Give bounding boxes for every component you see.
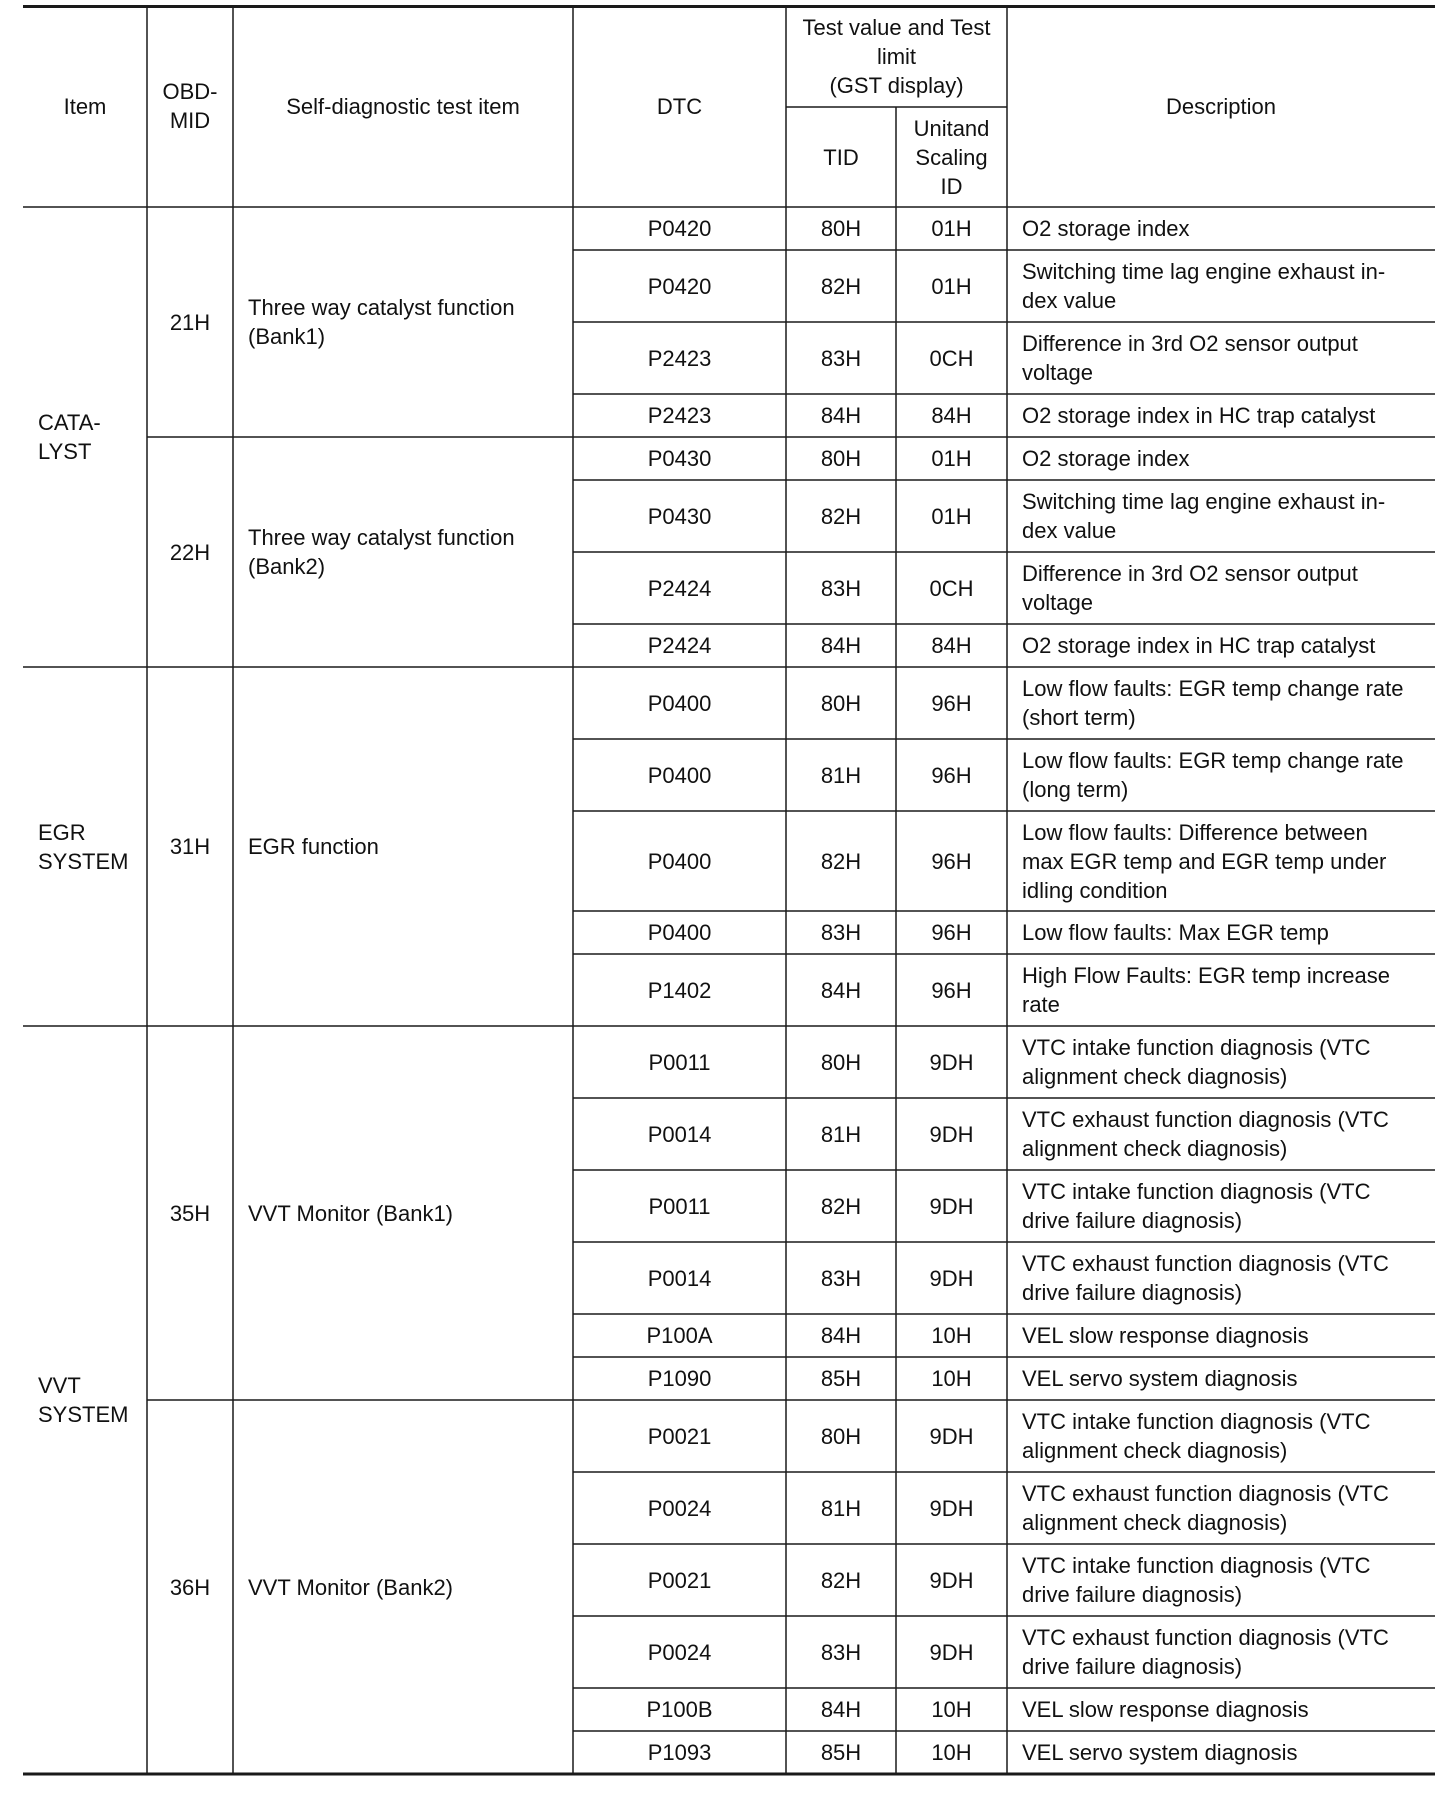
tid-cell bbox=[786, 1242, 896, 1314]
unit-scaling-cell bbox=[896, 1731, 1007, 1774]
description-cell bbox=[1007, 394, 1435, 437]
tid-cell bbox=[786, 1688, 896, 1731]
unit-scaling-cell-text: 96H bbox=[931, 920, 972, 945]
tid-cell-text: 82H bbox=[820, 848, 862, 874]
dtc-cell bbox=[573, 739, 786, 811]
tid-cell-text: 80H bbox=[820, 216, 862, 241]
dtc-cell-text: P2424 bbox=[647, 633, 712, 658]
unit-scaling-cell-text: 01H bbox=[931, 216, 972, 241]
dtc-cell-text: P0400 bbox=[647, 920, 712, 945]
tid-cell bbox=[786, 1400, 896, 1472]
tid-cell-text: 85H bbox=[820, 1366, 862, 1391]
header-item: Item bbox=[63, 93, 107, 119]
unit-scaling-cell bbox=[896, 437, 1007, 480]
description-cell bbox=[1007, 552, 1435, 624]
description-cell-text: VTC intake function diagnosis (VTC alignment check diagnosis) bbox=[1022, 1409, 1371, 1463]
description-cell bbox=[1007, 480, 1435, 552]
dtc-cell bbox=[573, 1472, 786, 1544]
description-cell-text: VTC intake function diagnosis (VTC drive failure diagnosis) bbox=[1022, 1179, 1371, 1233]
description-cell bbox=[1007, 1731, 1435, 1774]
tid-cell-text: 84H bbox=[820, 633, 862, 658]
unit-scaling-cell-text: 96H bbox=[931, 848, 972, 874]
description-cell-text: Switching time lag engine exhaust in- dex value bbox=[1022, 259, 1386, 313]
dtc-cell bbox=[573, 480, 786, 552]
tid-cell-text: 83H bbox=[820, 345, 862, 371]
tid-cell-text: 80H bbox=[820, 1049, 862, 1075]
dtc-cell-text: P2423 bbox=[647, 345, 712, 371]
dtc-cell-text: P0420 bbox=[647, 216, 712, 241]
dtc-cell bbox=[573, 207, 786, 250]
unit-scaling-cell-text: 9DH bbox=[929, 1265, 974, 1291]
dtc-cell bbox=[573, 1400, 786, 1472]
tid-cell bbox=[786, 394, 896, 437]
description-cell-text: VTC exhaust function diagnosis (VTC drive failure diagnosis) bbox=[1022, 1625, 1389, 1679]
tid-cell-text: 80H bbox=[820, 1423, 862, 1449]
tid-cell-text: 84H bbox=[820, 1697, 862, 1722]
tid-cell-text: 82H bbox=[820, 273, 862, 299]
unit-scaling-cell bbox=[896, 739, 1007, 811]
unit-scaling-cell-text: 9DH bbox=[929, 1639, 974, 1665]
description-cell bbox=[1007, 322, 1435, 394]
tid-cell bbox=[786, 207, 896, 250]
dtc-cell bbox=[573, 1544, 786, 1616]
description-cell-text: VTC exhaust function diagnosis (VTC alignment check diagnosis) bbox=[1022, 1481, 1389, 1535]
description-cell bbox=[1007, 437, 1435, 480]
dtc-cell-text: P0400 bbox=[647, 848, 712, 874]
obd-mid-cell bbox=[147, 1026, 233, 1400]
tid-cell-text: 83H bbox=[820, 1639, 862, 1665]
description-cell-text: Difference in 3rd O2 sensor output voltage bbox=[1022, 561, 1358, 615]
unit-scaling-cell-text: 9DH bbox=[929, 1495, 974, 1521]
obd-mid-cell-text: 31H bbox=[169, 834, 211, 859]
description-cell-text: VEL servo system diagnosis bbox=[1022, 1366, 1298, 1391]
obd-mid-cell bbox=[147, 437, 233, 667]
unit-scaling-cell-text: 84H bbox=[931, 633, 972, 658]
description-cell bbox=[1007, 1098, 1435, 1170]
dtc-cell bbox=[573, 911, 786, 954]
tid-cell bbox=[786, 624, 896, 667]
item-cell-text: VVT SYSTEM bbox=[38, 1373, 129, 1427]
unit-scaling-cell bbox=[896, 1544, 1007, 1616]
header-tid: TID bbox=[823, 144, 859, 170]
tid-cell bbox=[786, 480, 896, 552]
tid-cell-text: 83H bbox=[820, 920, 862, 945]
unit-scaling-cell-text: 9DH bbox=[929, 1567, 974, 1593]
dtc-cell-text: P0011 bbox=[648, 1193, 711, 1219]
unit-scaling-cell bbox=[896, 394, 1007, 437]
unit-scaling-cell-text: 10H bbox=[931, 1366, 972, 1391]
test-item-cell bbox=[233, 667, 573, 1026]
unit-scaling-cell-text: 9DH bbox=[929, 1193, 974, 1219]
tid-cell bbox=[786, 322, 896, 394]
tid-cell bbox=[786, 437, 896, 480]
description-cell-text: Low flow faults: EGR temp change rate (short term) bbox=[1022, 676, 1404, 730]
tid-cell-text: 82H bbox=[820, 1193, 862, 1219]
description-cell-text: VTC exhaust function diagnosis (VTC alignment check diagnosis) bbox=[1022, 1107, 1389, 1161]
tid-cell-text: 81H bbox=[820, 762, 862, 788]
description-cell-text: Low flow faults: Difference between max EGR temp and EGR temp under idling condition bbox=[1022, 819, 1387, 903]
obd-mid-cell bbox=[147, 1400, 233, 1774]
description-cell-text: O2 storage index bbox=[1022, 216, 1190, 241]
tid-cell bbox=[786, 1026, 896, 1098]
unit-scaling-cell bbox=[896, 1472, 1007, 1544]
tid-cell bbox=[786, 1616, 896, 1688]
test-item-cell bbox=[233, 1026, 573, 1400]
description-cell bbox=[1007, 811, 1435, 911]
unit-scaling-cell-text: 96H bbox=[931, 762, 972, 788]
dtc-cell bbox=[573, 250, 786, 322]
dtc-cell-text: P2424 bbox=[647, 575, 712, 601]
tid-cell bbox=[786, 1357, 896, 1400]
test-item-cell-text: VVT Monitor (Bank2) bbox=[248, 1574, 454, 1600]
obd-mid-cell bbox=[147, 667, 233, 1026]
dtc-cell bbox=[573, 1731, 786, 1774]
unit-scaling-cell-text: 9DH bbox=[929, 1049, 974, 1075]
unit-scaling-cell-text: 10H bbox=[931, 1697, 972, 1722]
unit-scaling-cell-text: 96H bbox=[931, 977, 972, 1003]
dtc-cell-text: P0021 bbox=[647, 1567, 712, 1593]
description-cell bbox=[1007, 739, 1435, 811]
dtc-cell bbox=[573, 1026, 786, 1098]
tid-cell-text: 84H bbox=[820, 977, 862, 1003]
tid-cell-text: 84H bbox=[820, 403, 862, 428]
obd-test-value-table bbox=[23, 5, 1435, 1783]
tid-cell bbox=[786, 1731, 896, 1774]
description-cell-text: Switching time lag engine exhaust in- dex value bbox=[1022, 489, 1386, 543]
dtc-cell bbox=[573, 437, 786, 480]
test-item-cell-text: Three way catalyst function (Bank2) bbox=[248, 525, 515, 579]
unit-scaling-cell bbox=[896, 667, 1007, 739]
unit-scaling-cell bbox=[896, 1170, 1007, 1242]
unit-scaling-cell bbox=[896, 250, 1007, 322]
unit-scaling-cell-text: 01H bbox=[931, 503, 972, 529]
tid-cell-text: 80H bbox=[820, 446, 862, 471]
description-cell-text: Difference in 3rd O2 sensor output voltage bbox=[1022, 331, 1358, 385]
test-item-cell-text: Three way catalyst function (Bank1) bbox=[248, 295, 515, 349]
tid-cell-text: 82H bbox=[820, 503, 862, 529]
dtc-cell bbox=[573, 1616, 786, 1688]
item-cell bbox=[23, 207, 147, 667]
dtc-cell-text: P0420 bbox=[647, 273, 712, 299]
dtc-cell bbox=[573, 552, 786, 624]
unit-scaling-cell bbox=[896, 322, 1007, 394]
dtc-cell bbox=[573, 1357, 786, 1400]
dtc-cell-text: P0430 bbox=[647, 503, 712, 529]
dtc-cell-text: P0400 bbox=[647, 690, 712, 716]
dtc-cell-text: P0021 bbox=[647, 1423, 712, 1449]
description-cell-text: VTC intake function diagnosis (VTC drive failure diagnosis) bbox=[1022, 1553, 1371, 1607]
dtc-cell-text: P0024 bbox=[647, 1639, 712, 1665]
test-item-cell bbox=[233, 437, 573, 667]
unit-scaling-cell-text: 96H bbox=[931, 690, 972, 716]
description-cell-text: VTC exhaust function diagnosis (VTC drive failure diagnosis) bbox=[1022, 1251, 1389, 1305]
description-cell-text: VEL servo system diagnosis bbox=[1022, 1740, 1298, 1765]
description-cell-text: VEL slow response diagnosis bbox=[1022, 1323, 1309, 1348]
unit-scaling-cell-text: 10H bbox=[931, 1323, 972, 1348]
header-dtc: DTC bbox=[656, 93, 703, 119]
dtc-cell-text: P100A bbox=[646, 1323, 713, 1348]
description-cell bbox=[1007, 1616, 1435, 1688]
unit-scaling-cell-text: 01H bbox=[931, 273, 972, 299]
description-cell bbox=[1007, 954, 1435, 1026]
tid-cell-text: 81H bbox=[820, 1495, 862, 1521]
tid-cell bbox=[786, 1544, 896, 1616]
tid-cell bbox=[786, 954, 896, 1026]
tid-cell bbox=[786, 1314, 896, 1357]
unit-scaling-cell bbox=[896, 1026, 1007, 1098]
tid-cell bbox=[786, 250, 896, 322]
dtc-cell bbox=[573, 667, 786, 739]
item-cell-text: EGR SYSTEM bbox=[38, 819, 129, 874]
description-cell-text: Low flow faults: Max EGR temp bbox=[1022, 920, 1329, 945]
dtc-cell bbox=[573, 954, 786, 1026]
tid-cell-text: 81H bbox=[820, 1121, 862, 1147]
obd-mid-cell-text: 21H bbox=[169, 309, 211, 335]
unit-scaling-cell-text: 9DH bbox=[929, 1121, 974, 1147]
dtc-cell bbox=[573, 1242, 786, 1314]
test-item-cell bbox=[233, 207, 573, 437]
tid-cell bbox=[786, 667, 896, 739]
item-cell-text: CATA- LYST bbox=[38, 410, 101, 464]
unit-scaling-cell bbox=[896, 1314, 1007, 1357]
item-cell bbox=[23, 667, 147, 1026]
description-cell bbox=[1007, 1314, 1435, 1357]
dtc-cell-text: P0011 bbox=[648, 1049, 711, 1075]
unit-scaling-cell-text: 10H bbox=[931, 1740, 972, 1765]
dtc-cell-text: P0430 bbox=[647, 446, 712, 471]
tid-cell-text: 83H bbox=[820, 1265, 862, 1291]
description-cell bbox=[1007, 250, 1435, 322]
obd-mid-cell bbox=[147, 207, 233, 437]
dtc-cell-text: P0014 bbox=[647, 1121, 712, 1147]
header-obd-mid: OBD- MID bbox=[162, 79, 218, 133]
dtc-cell bbox=[573, 322, 786, 394]
tid-cell bbox=[786, 1170, 896, 1242]
dtc-cell-text: P1093 bbox=[647, 1740, 712, 1765]
item-cell bbox=[23, 1026, 147, 1774]
unit-scaling-cell bbox=[896, 552, 1007, 624]
description-cell bbox=[1007, 624, 1435, 667]
tid-cell bbox=[786, 1098, 896, 1170]
description-cell bbox=[1007, 1472, 1435, 1544]
tid-cell-text: 85H bbox=[820, 1740, 862, 1765]
description-cell bbox=[1007, 207, 1435, 250]
tid-cell-text: 83H bbox=[820, 575, 862, 601]
dtc-cell bbox=[573, 1314, 786, 1357]
dtc-cell-text: P1090 bbox=[647, 1366, 712, 1391]
test-item-cell-text: VVT Monitor (Bank1) bbox=[248, 1200, 454, 1226]
dtc-cell bbox=[573, 1098, 786, 1170]
obd-mid-cell-text: 35H bbox=[169, 1200, 211, 1226]
description-cell-text: O2 storage index in HC trap catalyst bbox=[1022, 633, 1376, 658]
dtc-cell bbox=[573, 1170, 786, 1242]
unit-scaling-cell bbox=[896, 811, 1007, 911]
description-cell bbox=[1007, 667, 1435, 739]
unit-scaling-cell-text: 84H bbox=[931, 403, 972, 428]
unit-scaling-cell bbox=[896, 1357, 1007, 1400]
description-cell bbox=[1007, 911, 1435, 954]
tid-cell-text: 80H bbox=[820, 690, 862, 716]
unit-scaling-cell-text: 0CH bbox=[929, 345, 974, 371]
dtc-cell-text: P0024 bbox=[647, 1495, 712, 1521]
description-cell bbox=[1007, 1357, 1435, 1400]
dtc-cell-text: P0014 bbox=[647, 1265, 712, 1291]
unit-scaling-cell-text: 01H bbox=[931, 446, 972, 471]
tid-cell bbox=[786, 739, 896, 811]
header-test-value-and-limit: Test value and Test limit (GST display) bbox=[802, 14, 991, 98]
description-cell bbox=[1007, 1242, 1435, 1314]
tid-cell bbox=[786, 552, 896, 624]
unit-scaling-cell bbox=[896, 624, 1007, 667]
dtc-cell-text: P0400 bbox=[647, 762, 712, 788]
unit-scaling-cell-text: 0CH bbox=[929, 575, 974, 601]
description-cell bbox=[1007, 1544, 1435, 1616]
unit-scaling-cell bbox=[896, 207, 1007, 250]
tid-cell-text: 84H bbox=[820, 1323, 862, 1348]
unit-scaling-cell bbox=[896, 1688, 1007, 1731]
tid-cell bbox=[786, 911, 896, 954]
dtc-cell bbox=[573, 1688, 786, 1731]
description-cell-text: Low flow faults: EGR temp change rate (long term) bbox=[1022, 748, 1404, 802]
header-self-diagnostic-test-item: Self-diagnostic test item bbox=[286, 93, 520, 119]
description-cell-text: VEL slow response diagnosis bbox=[1022, 1697, 1309, 1722]
unit-scaling-cell bbox=[896, 954, 1007, 1026]
description-cell-text: VTC intake function diagnosis (VTC alignment check diagnosis) bbox=[1022, 1035, 1371, 1089]
obd-mid-cell-text: 22H bbox=[169, 539, 211, 565]
obd-mid-cell-text: 36H bbox=[169, 1574, 211, 1600]
description-cell-text: High Flow Faults: EGR temp increase rate bbox=[1022, 963, 1391, 1017]
description-cell bbox=[1007, 1170, 1435, 1242]
dtc-cell bbox=[573, 624, 786, 667]
dtc-cell bbox=[573, 811, 786, 911]
header-description: Description bbox=[1165, 93, 1277, 119]
description-cell bbox=[1007, 1026, 1435, 1098]
tid-cell bbox=[786, 1472, 896, 1544]
description-cell bbox=[1007, 1400, 1435, 1472]
unit-scaling-cell bbox=[896, 1242, 1007, 1314]
test-item-cell-text: EGR function bbox=[248, 834, 379, 859]
tid-cell-text: 82H bbox=[820, 1567, 862, 1593]
dtc-cell-text: P1402 bbox=[647, 977, 712, 1003]
unit-scaling-cell bbox=[896, 1616, 1007, 1688]
dtc-cell bbox=[573, 394, 786, 437]
dtc-cell-text: P100B bbox=[646, 1697, 713, 1722]
unit-scaling-cell bbox=[896, 480, 1007, 552]
description-cell-text: O2 storage index in HC trap catalyst bbox=[1022, 403, 1376, 428]
description-cell bbox=[1007, 1688, 1435, 1731]
tid-cell bbox=[786, 811, 896, 911]
unit-scaling-cell bbox=[896, 1400, 1007, 1472]
description-cell-text: O2 storage index bbox=[1022, 446, 1190, 471]
unit-scaling-cell-text: 9DH bbox=[929, 1423, 974, 1449]
test-item-cell bbox=[233, 1400, 573, 1774]
unit-scaling-cell bbox=[896, 911, 1007, 954]
dtc-cell-text: P2423 bbox=[647, 403, 712, 428]
unit-scaling-cell bbox=[896, 1098, 1007, 1170]
header-unit-and-scaling-id: Unitand Scaling ID bbox=[913, 115, 990, 199]
